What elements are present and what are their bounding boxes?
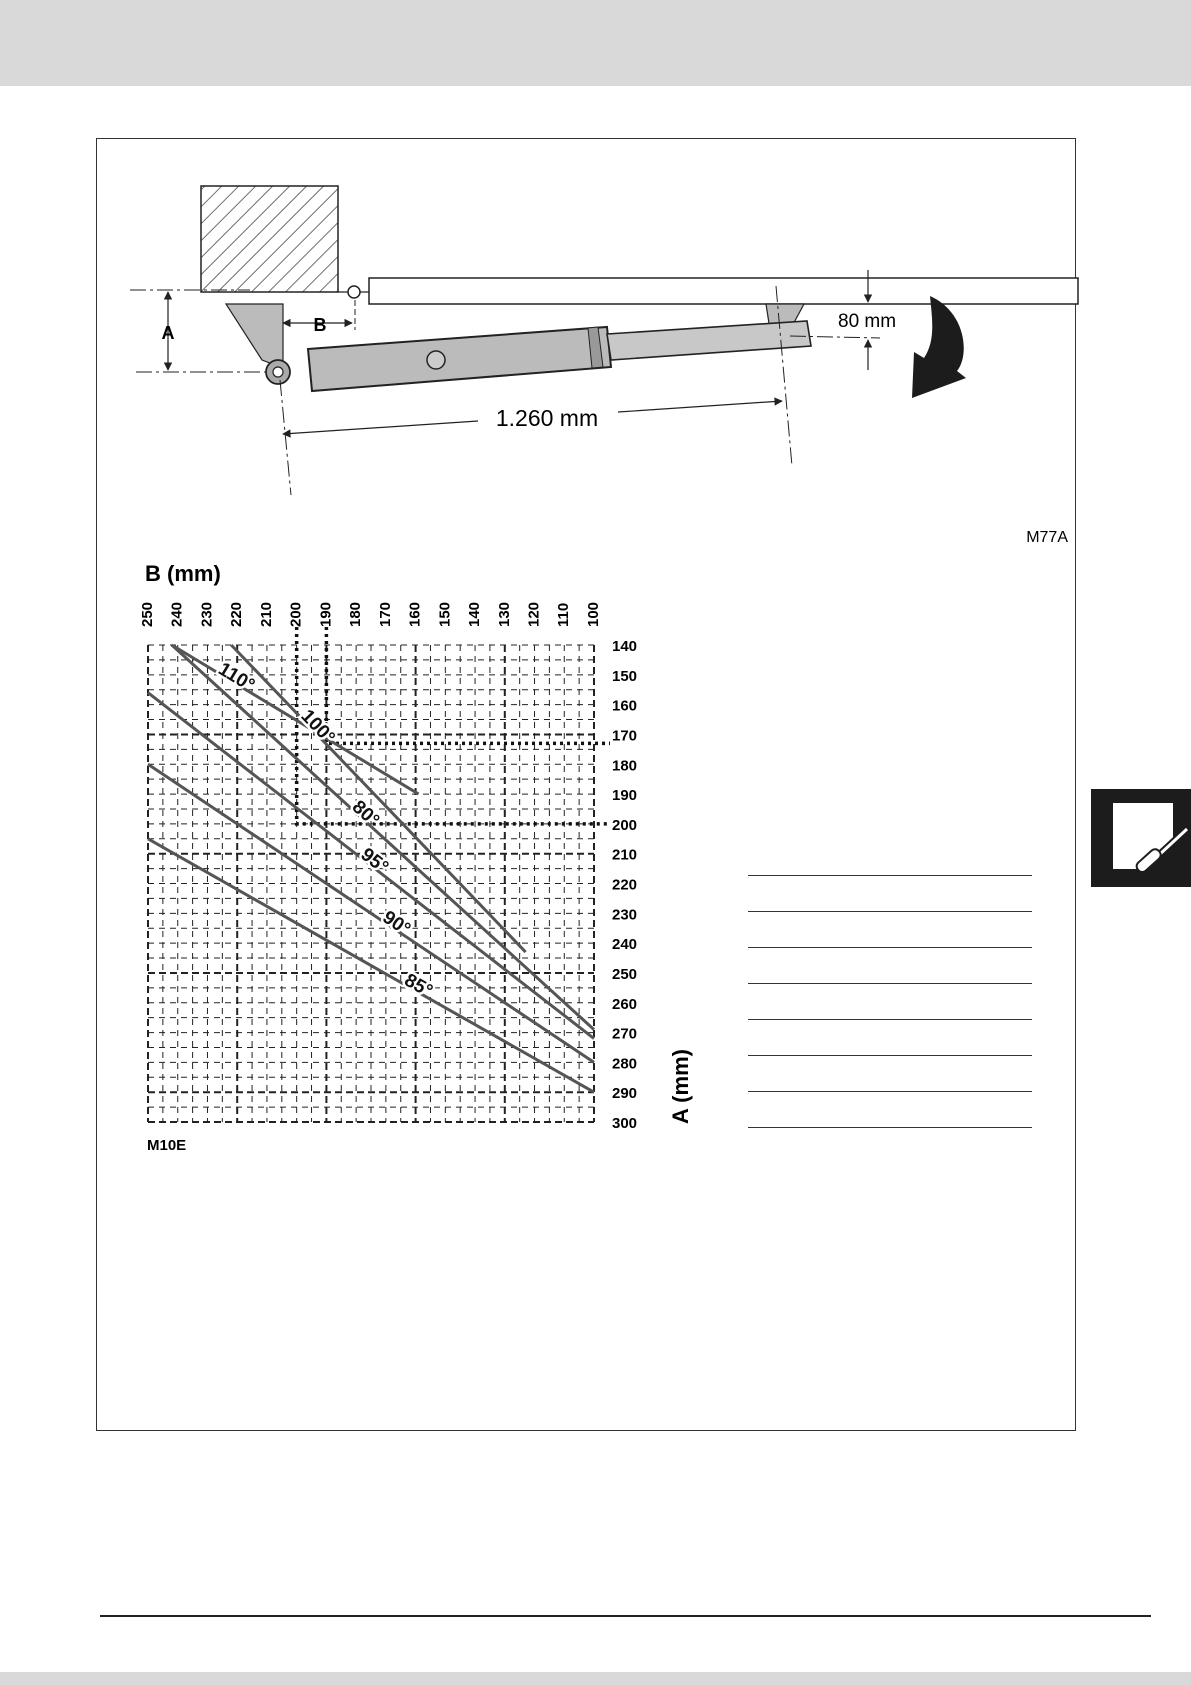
x-tick-label: 150 bbox=[436, 601, 454, 627]
series-line bbox=[231, 645, 525, 952]
series-label: 85° bbox=[400, 969, 436, 1003]
chart-x-ticks bbox=[139, 602, 602, 627]
label-b: B bbox=[313, 315, 327, 335]
x-tick-label: 250 bbox=[138, 601, 156, 627]
blank-line bbox=[748, 947, 1032, 948]
x-tick-label: 120 bbox=[525, 601, 543, 627]
x-tick-label: 100 bbox=[584, 601, 602, 627]
x-tick-label: 160 bbox=[406, 601, 424, 627]
x-tick-label: 240 bbox=[168, 601, 186, 627]
y-tick-label: 250 bbox=[612, 965, 638, 983]
label-a: A bbox=[161, 323, 175, 343]
blank-line bbox=[748, 1091, 1032, 1092]
blank-line bbox=[748, 983, 1032, 984]
footer-rule bbox=[100, 1615, 1151, 1617]
series-label: 90° bbox=[378, 906, 415, 941]
series-label: 110° bbox=[214, 658, 259, 697]
y-tick-label: 240 bbox=[612, 936, 638, 954]
x-tick-label: 180 bbox=[347, 601, 365, 627]
x-tick-label: 170 bbox=[376, 601, 394, 627]
series-label: 100° bbox=[296, 705, 339, 749]
y-tick-label: 300 bbox=[612, 1115, 638, 1132]
dim-1260mm: 1.260 mm bbox=[495, 405, 599, 431]
example-guide-line bbox=[326, 627, 610, 743]
dim-80mm: 80 mm bbox=[838, 311, 897, 332]
screwdriver-icon bbox=[1091, 789, 1191, 887]
blank-line bbox=[748, 875, 1032, 876]
x-tick-label: 200 bbox=[287, 601, 305, 627]
blank-line bbox=[748, 1019, 1032, 1020]
y-tick-label: 150 bbox=[612, 667, 638, 685]
y-tick-label: 260 bbox=[612, 995, 638, 1013]
chart-grid bbox=[148, 645, 594, 1122]
chart-code: M10E bbox=[147, 1137, 187, 1154]
section-tab bbox=[1091, 789, 1191, 887]
y-tick-label: 160 bbox=[612, 697, 638, 715]
y-tick-label: 220 bbox=[612, 876, 638, 894]
blank-line bbox=[748, 1055, 1032, 1056]
x-tick-label: 110 bbox=[555, 602, 573, 627]
x-tick-label: 190 bbox=[317, 601, 335, 627]
blank-line bbox=[748, 911, 1032, 912]
y-tick-label: 270 bbox=[612, 1025, 638, 1043]
y-tick-label: 290 bbox=[612, 1085, 638, 1103]
y-tick-label: 180 bbox=[612, 757, 638, 775]
chart-y-ticks bbox=[612, 638, 637, 1132]
y-tick-label: 280 bbox=[612, 1055, 638, 1073]
x-tick-label: 130 bbox=[495, 601, 513, 627]
series-label: 80° bbox=[347, 796, 384, 832]
y-tick-label: 170 bbox=[612, 727, 638, 745]
x-tick-label: 220 bbox=[228, 601, 246, 627]
a-axis-label: A (mm) bbox=[668, 1049, 693, 1124]
example-guide-line bbox=[297, 627, 610, 824]
y-tick-label: 210 bbox=[612, 846, 638, 864]
y-tick-label: 200 bbox=[612, 816, 638, 834]
y-tick-label: 230 bbox=[612, 906, 638, 924]
b-axis-label: B (mm) bbox=[145, 561, 221, 586]
x-tick-label: 230 bbox=[198, 601, 216, 627]
chart-example-guides bbox=[297, 627, 610, 824]
blank-line bbox=[748, 1127, 1032, 1128]
series-label: 95° bbox=[356, 844, 393, 879]
footer-band bbox=[0, 1672, 1191, 1685]
y-tick-label: 190 bbox=[612, 787, 638, 805]
x-tick-label: 210 bbox=[257, 601, 275, 627]
y-tick-label: 140 bbox=[612, 638, 638, 655]
diagram-code: M77A bbox=[1026, 529, 1068, 546]
x-tick-label: 140 bbox=[466, 601, 484, 627]
